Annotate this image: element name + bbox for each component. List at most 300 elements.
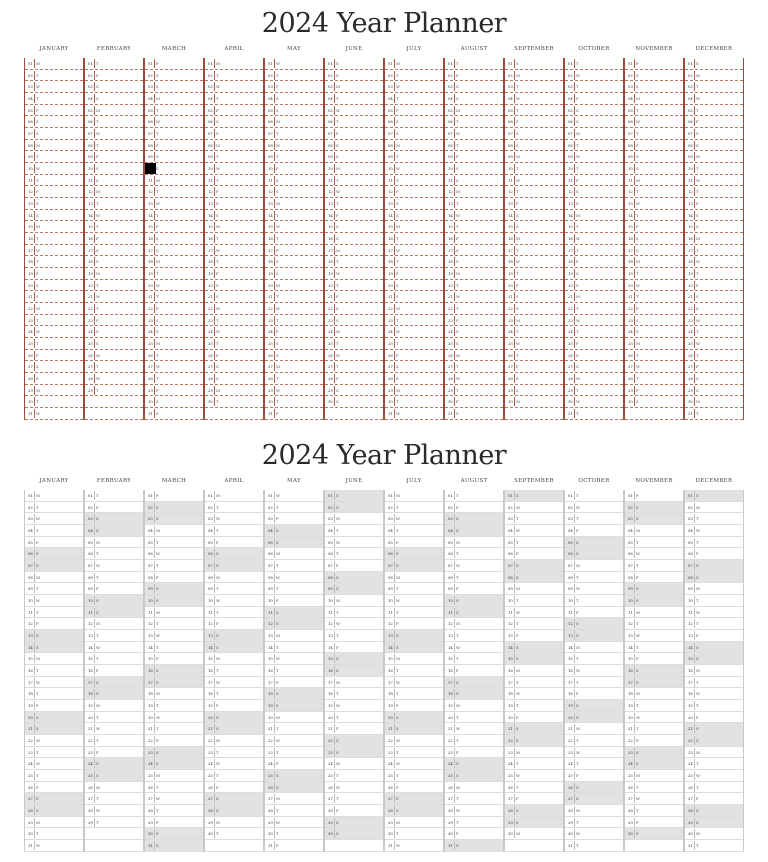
day-cell[interactable] [685,665,743,677]
day-cell[interactable] [565,361,623,373]
day-cell[interactable] [565,513,623,525]
day-cell[interactable] [205,712,263,724]
day-cell[interactable] [685,186,743,198]
day-cell[interactable] [145,700,203,712]
day-cell[interactable] [685,618,743,630]
day-cell[interactable] [445,537,503,549]
day-cell[interactable] [505,828,563,840]
day-cell[interactable] [25,630,83,642]
day-cell[interactable] [385,630,443,642]
day-cell[interactable] [265,186,323,198]
day-cell[interactable] [145,361,203,373]
day-cell[interactable] [685,350,743,362]
day-cell[interactable] [25,828,83,840]
day-cell[interactable] [565,665,623,677]
day-cell[interactable] [445,408,503,420]
day-cell[interactable] [325,747,383,759]
day-cell[interactable] [85,291,143,303]
day-cell[interactable] [565,560,623,572]
day-cell[interactable] [445,128,503,140]
day-cell[interactable] [265,793,323,805]
day-cell[interactable] [265,58,323,70]
day-cell[interactable] [205,128,263,140]
day-cell[interactable] [325,151,383,163]
day-cell[interactable] [445,175,503,187]
day-cell[interactable] [685,525,743,537]
day-cell[interactable] [685,105,743,117]
day-cell[interactable] [145,758,203,770]
day-cell[interactable] [445,572,503,584]
day-cell[interactable] [385,280,443,292]
day-cell[interactable] [265,268,323,280]
day-cell[interactable] [145,210,203,222]
day-cell[interactable] [205,186,263,198]
day-cell[interactable] [505,537,563,549]
day-cell[interactable] [685,548,743,560]
day-cell[interactable] [505,350,563,362]
day-cell[interactable] [85,805,143,817]
day-cell[interactable] [445,151,503,163]
day-cell[interactable] [385,58,443,70]
day-cell[interactable] [85,793,143,805]
day-cell[interactable] [145,338,203,350]
day-cell[interactable] [265,291,323,303]
day-cell[interactable] [385,782,443,794]
day-cell[interactable] [85,502,143,514]
day-cell[interactable] [85,618,143,630]
day-cell[interactable] [205,828,263,840]
day-cell[interactable] [385,186,443,198]
day-cell[interactable] [385,163,443,175]
day-cell[interactable] [85,245,143,257]
day-cell[interactable] [265,688,323,700]
day-cell[interactable] [265,618,323,630]
day-cell[interactable] [205,817,263,829]
day-cell[interactable] [265,665,323,677]
day-cell[interactable] [145,408,203,420]
day-cell[interactable] [25,502,83,514]
day-cell[interactable] [505,291,563,303]
day-cell[interactable] [505,58,563,70]
day-cell[interactable] [265,817,323,829]
day-cell[interactable] [385,513,443,525]
day-cell[interactable] [265,128,323,140]
day-cell[interactable] [25,315,83,327]
day-cell[interactable] [145,653,203,665]
day-cell[interactable] [565,502,623,514]
day-cell[interactable] [265,700,323,712]
day-cell[interactable] [85,163,143,175]
day-cell[interactable] [85,630,143,642]
day-cell[interactable] [325,105,383,117]
day-cell[interactable] [265,828,323,840]
day-cell[interactable] [445,560,503,572]
day-cell[interactable] [685,758,743,770]
day-cell[interactable] [565,151,623,163]
day-cell[interactable] [565,396,623,408]
day-cell[interactable] [145,793,203,805]
day-cell[interactable] [565,712,623,724]
day-cell[interactable] [265,326,323,338]
day-cell[interactable] [565,385,623,397]
day-cell[interactable] [625,245,683,257]
day-cell[interactable] [325,712,383,724]
day-cell[interactable] [25,665,83,677]
day-cell[interactable] [205,490,263,502]
day-cell[interactable] [85,268,143,280]
day-cell[interactable] [625,618,683,630]
day-cell[interactable] [565,81,623,93]
day-cell[interactable] [265,116,323,128]
day-cell[interactable] [685,630,743,642]
day-cell[interactable] [625,105,683,117]
day-cell[interactable] [205,151,263,163]
day-cell[interactable] [685,81,743,93]
day-cell[interactable] [145,221,203,233]
day-cell[interactable] [625,361,683,373]
day-cell[interactable] [625,70,683,82]
day-cell[interactable] [445,291,503,303]
day-cell[interactable] [445,140,503,152]
day-cell[interactable] [445,361,503,373]
day-cell[interactable] [565,350,623,362]
day-cell[interactable] [85,642,143,654]
day-cell[interactable] [565,315,623,327]
day-cell[interactable] [505,210,563,222]
day-cell[interactable] [505,630,563,642]
day-cell[interactable] [685,653,743,665]
day-cell[interactable] [85,677,143,689]
day-cell[interactable] [625,572,683,584]
day-cell[interactable] [145,70,203,82]
day-cell[interactable] [685,747,743,759]
day-cell[interactable] [445,793,503,805]
day-cell[interactable] [325,525,383,537]
day-cell[interactable] [25,291,83,303]
day-cell[interactable] [505,81,563,93]
day-cell[interactable] [625,140,683,152]
day-cell[interactable] [85,373,143,385]
day-cell[interactable] [445,210,503,222]
day-cell[interactable] [265,361,323,373]
day-cell[interactable] [685,221,743,233]
day-cell[interactable] [325,385,383,397]
day-cell[interactable] [385,840,443,852]
day-cell[interactable] [325,116,383,128]
day-cell[interactable] [325,233,383,245]
day-cell[interactable] [565,583,623,595]
day-cell[interactable] [625,303,683,315]
day-cell[interactable] [145,303,203,315]
day-cell[interactable] [625,490,683,502]
day-cell[interactable] [265,502,323,514]
day-cell[interactable] [385,70,443,82]
day-cell[interactable] [205,805,263,817]
day-cell[interactable] [325,723,383,735]
day-cell[interactable] [565,630,623,642]
day-cell[interactable] [685,233,743,245]
day-cell[interactable] [565,653,623,665]
day-cell[interactable] [325,700,383,712]
day-cell[interactable] [205,163,263,175]
day-cell[interactable] [25,793,83,805]
day-cell[interactable] [145,595,203,607]
day-cell[interactable] [445,163,503,175]
day-cell[interactable] [565,688,623,700]
day-cell[interactable] [625,163,683,175]
day-cell[interactable] [25,256,83,268]
day-cell[interactable] [445,350,503,362]
day-cell[interactable] [505,817,563,829]
day-cell[interactable] [325,583,383,595]
day-cell[interactable] [445,385,503,397]
day-cell[interactable] [205,105,263,117]
day-cell[interactable] [25,700,83,712]
day-cell[interactable] [25,350,83,362]
day-cell[interactable] [325,735,383,747]
day-cell[interactable] [145,712,203,724]
day-cell[interactable] [85,210,143,222]
day-cell[interactable] [625,653,683,665]
day-cell[interactable] [685,198,743,210]
day-cell[interactable] [625,583,683,595]
day-cell[interactable] [505,525,563,537]
day-cell[interactable] [505,548,563,560]
day-cell[interactable] [505,361,563,373]
day-cell[interactable] [505,198,563,210]
day-cell[interactable] [85,735,143,747]
day-cell[interactable] [265,560,323,572]
day-cell[interactable] [265,303,323,315]
day-cell[interactable] [85,560,143,572]
day-cell[interactable] [505,700,563,712]
day-cell[interactable] [145,665,203,677]
day-cell[interactable] [145,840,203,852]
day-cell[interactable] [85,81,143,93]
day-cell[interactable] [565,245,623,257]
day-cell[interactable] [85,315,143,327]
day-cell[interactable] [385,268,443,280]
day-cell[interactable] [265,280,323,292]
day-cell[interactable] [445,233,503,245]
day-cell[interactable] [505,303,563,315]
day-cell[interactable] [625,747,683,759]
day-cell[interactable] [325,70,383,82]
day-cell[interactable] [385,373,443,385]
day-cell[interactable] [385,758,443,770]
day-cell[interactable] [505,688,563,700]
day-cell[interactable] [385,642,443,654]
day-cell[interactable] [265,607,323,619]
day-cell[interactable] [25,747,83,759]
day-cell[interactable] [25,513,83,525]
day-cell[interactable] [325,256,383,268]
day-cell[interactable] [85,723,143,735]
day-cell[interactable] [505,677,563,689]
day-cell[interactable] [85,221,143,233]
day-cell[interactable] [145,828,203,840]
day-cell[interactable] [205,537,263,549]
day-cell[interactable] [205,140,263,152]
day-cell[interactable] [85,303,143,315]
day-cell[interactable] [385,140,443,152]
day-cell[interactable] [685,280,743,292]
day-cell[interactable] [445,828,503,840]
day-cell[interactable] [25,361,83,373]
day-cell[interactable] [385,105,443,117]
day-cell[interactable] [25,782,83,794]
day-cell[interactable] [445,782,503,794]
day-cell[interactable] [265,105,323,117]
day-cell[interactable] [145,116,203,128]
day-cell[interactable] [85,537,143,549]
day-cell[interactable] [505,373,563,385]
day-cell[interactable] [385,735,443,747]
day-cell[interactable] [205,770,263,782]
day-cell[interactable] [265,513,323,525]
day-cell[interactable] [25,758,83,770]
day-cell[interactable] [325,513,383,525]
day-cell[interactable] [145,128,203,140]
day-cell[interactable] [385,256,443,268]
day-cell[interactable] [625,595,683,607]
day-cell[interactable] [205,688,263,700]
day-cell[interactable] [325,502,383,514]
day-cell[interactable] [205,280,263,292]
day-cell[interactable] [445,105,503,117]
day-cell[interactable] [445,723,503,735]
day-cell[interactable] [325,770,383,782]
day-cell[interactable] [625,677,683,689]
day-cell[interactable] [385,665,443,677]
day-cell[interactable] [685,572,743,584]
day-cell[interactable] [85,140,143,152]
day-cell[interactable] [85,186,143,198]
day-cell[interactable] [25,373,83,385]
day-cell[interactable] [565,116,623,128]
day-cell[interactable] [505,245,563,257]
day-cell[interactable] [205,782,263,794]
day-cell[interactable] [505,256,563,268]
day-cell[interactable] [685,560,743,572]
day-cell[interactable] [205,256,263,268]
day-cell[interactable] [205,642,263,654]
day-cell[interactable] [205,677,263,689]
day-cell[interactable] [25,537,83,549]
day-cell[interactable] [445,677,503,689]
day-cell[interactable] [445,396,503,408]
day-cell[interactable] [25,233,83,245]
day-cell[interactable] [25,688,83,700]
day-cell[interactable] [25,723,83,735]
day-cell[interactable] [505,280,563,292]
day-cell[interactable] [205,583,263,595]
day-cell[interactable] [685,128,743,140]
day-cell[interactable] [685,58,743,70]
day-cell[interactable] [445,595,503,607]
day-cell[interactable] [205,210,263,222]
day-cell[interactable] [265,525,323,537]
day-cell[interactable] [445,548,503,560]
day-cell[interactable] [625,256,683,268]
day-cell[interactable] [385,618,443,630]
day-cell[interactable] [565,548,623,560]
day-cell[interactable] [505,723,563,735]
day-cell[interactable] [565,58,623,70]
day-cell[interactable] [565,256,623,268]
day-cell[interactable] [625,326,683,338]
day-cell[interactable] [565,163,623,175]
day-cell[interactable] [565,723,623,735]
day-cell[interactable] [85,583,143,595]
day-cell[interactable] [25,653,83,665]
day-cell[interactable] [205,93,263,105]
day-cell[interactable] [205,373,263,385]
day-cell[interactable] [685,245,743,257]
day-cell[interactable] [505,618,563,630]
day-cell[interactable] [445,642,503,654]
day-cell[interactable] [625,642,683,654]
day-cell[interactable] [445,502,503,514]
day-cell[interactable] [25,326,83,338]
day-cell[interactable] [25,221,83,233]
day-cell[interactable] [385,303,443,315]
day-cell[interactable] [145,373,203,385]
day-cell[interactable] [385,607,443,619]
day-cell[interactable] [385,583,443,595]
day-cell[interactable] [265,490,323,502]
day-cell[interactable] [685,642,743,654]
day-cell[interactable] [565,595,623,607]
day-cell[interactable] [25,840,83,852]
day-cell[interactable] [145,280,203,292]
day-cell[interactable] [385,700,443,712]
day-cell[interactable] [565,326,623,338]
day-cell[interactable] [85,151,143,163]
day-cell[interactable] [505,502,563,514]
day-cell[interactable] [445,607,503,619]
day-cell[interactable] [145,630,203,642]
day-cell[interactable] [625,630,683,642]
day-cell[interactable] [145,175,203,187]
day-cell[interactable] [625,385,683,397]
day-cell[interactable] [205,747,263,759]
day-cell[interactable] [445,221,503,233]
day-cell[interactable] [685,175,743,187]
day-cell[interactable] [625,198,683,210]
day-cell[interactable] [625,210,683,222]
day-cell[interactable] [265,81,323,93]
day-cell[interactable] [205,291,263,303]
day-cell[interactable] [565,175,623,187]
day-cell[interactable] [385,828,443,840]
day-cell[interactable] [625,548,683,560]
day-cell[interactable] [445,747,503,759]
day-cell[interactable] [385,525,443,537]
day-cell[interactable] [685,385,743,397]
day-cell[interactable] [25,163,83,175]
day-cell[interactable] [145,151,203,163]
day-cell[interactable] [205,116,263,128]
day-cell[interactable] [85,326,143,338]
day-cell[interactable] [625,525,683,537]
day-cell[interactable] [25,116,83,128]
day-cell[interactable] [625,151,683,163]
day-cell[interactable] [505,572,563,584]
day-cell[interactable] [385,93,443,105]
day-cell[interactable] [205,361,263,373]
day-cell[interactable] [565,198,623,210]
